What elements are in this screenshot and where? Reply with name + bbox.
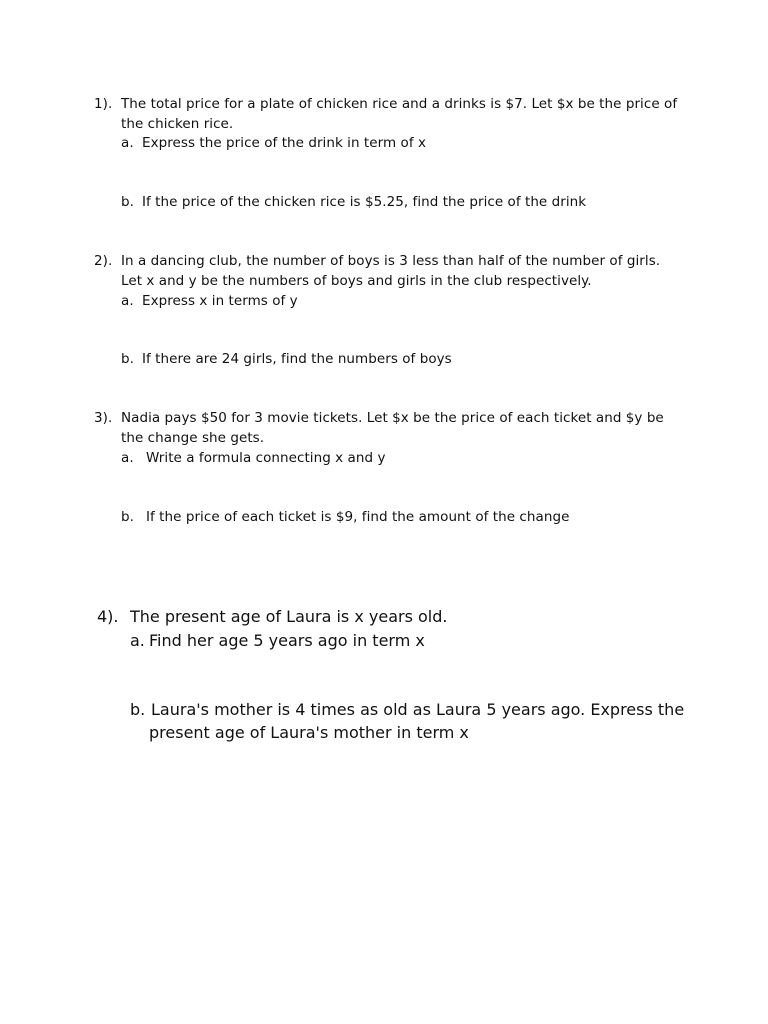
question-stem-line: In a dancing club, the number of boys is 3 less than half of the number of girls. — [121, 253, 661, 269]
part-b-text: If there are 24 girls, find the numbers of boys — [142, 351, 452, 367]
part-b-label: b. — [121, 194, 134, 210]
part-a-text: Express x in terms of y — [142, 293, 298, 309]
part-b-label: b. — [121, 351, 134, 367]
part-b-text-line: present age of Laura's mother in term x — [149, 723, 469, 742]
part-b-label: b. — [130, 700, 146, 719]
question-stem-line: The total price for a plate of chicken rice and a drinks is $7. Let $x be the price of — [121, 96, 678, 112]
question-stem-line: Nadia pays $50 for 3 movie tickets. Let $x be the price of each ticket and $y be — [121, 410, 664, 426]
part-a-label: a. — [121, 450, 134, 466]
part-a-text: Write a formula connecting x and y — [146, 450, 386, 466]
question-stem-line: Let x and y be the numbers of boys and girls in the club respectively. — [121, 273, 592, 289]
question-number: 2). — [94, 253, 113, 269]
part-a-label: a. — [130, 631, 145, 650]
part-a-label: a. — [121, 135, 134, 151]
question-number: 4). — [97, 607, 119, 626]
question-number: 1). — [94, 96, 113, 112]
question-stem-line: the chicken rice. — [121, 116, 234, 132]
part-a-label: a. — [121, 293, 134, 309]
part-a-text: Find her age 5 years ago in term x — [149, 631, 425, 650]
part-b-text: If the price of the chicken rice is $5.25, find the price of the drink — [142, 194, 587, 210]
part-b-text: If the price of each ticket is $9, find the amount of the change — [146, 509, 570, 525]
part-a-text: Express the price of the drink in term of x — [142, 135, 427, 151]
question-number: 3). — [94, 410, 113, 426]
question-stem-line: The present age of Laura is x years old. — [130, 607, 448, 626]
question-stem-line: the change she gets. — [121, 430, 265, 446]
part-b-label: b. — [121, 509, 134, 525]
part-b-text-line: Laura's mother is 4 times as old as Laura 5 years ago. Express the — [151, 700, 685, 719]
